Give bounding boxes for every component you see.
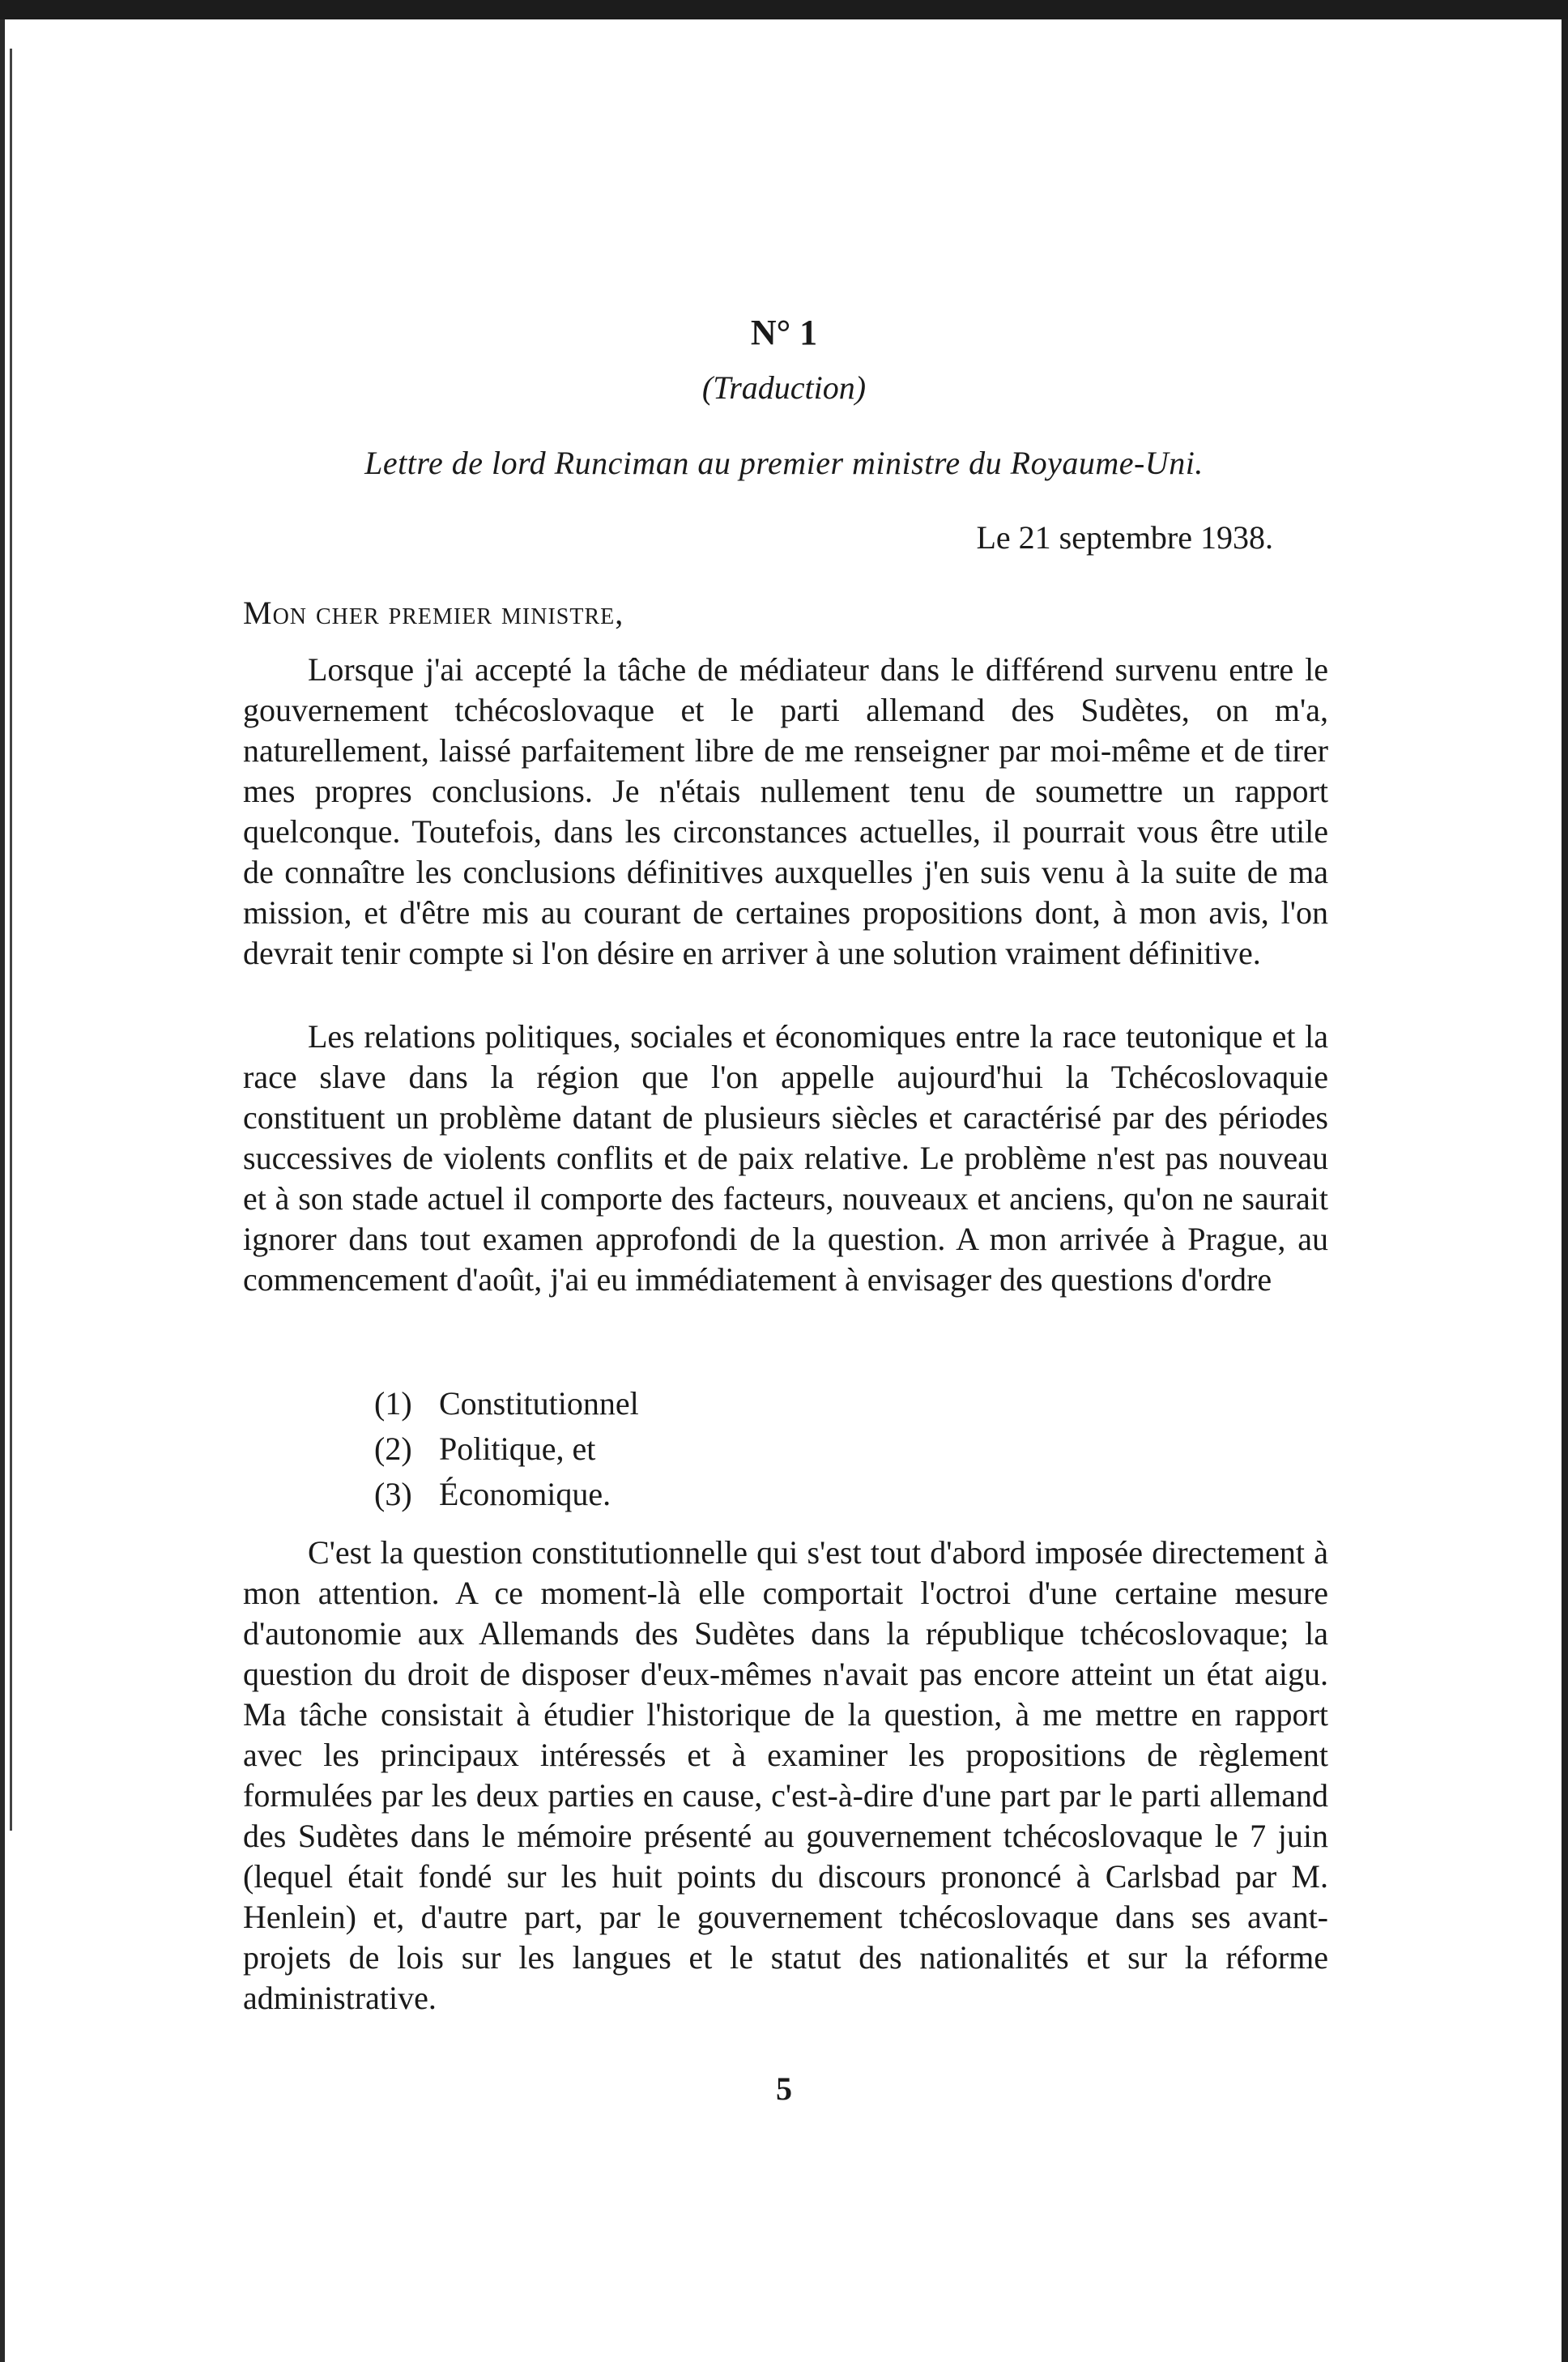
list-item-text: Politique, et <box>439 1430 596 1467</box>
list-item-number: (3) <box>374 1476 412 1512</box>
list-item <box>374 1426 639 1472</box>
salutation: Mon cher premier ministre, <box>243 595 624 631</box>
paragraph-text: Les relations politiques, sociales et économiques entre la race teutonique et la race slave dans la région que l'on appelle aujourd'hui la Tchécoslovaquie constituent un problème datant de plusieurs siècles et caractérisé par des périodes successives de violents conflits et de paix relative. Le problème n'est pas nouveau et à son stade actuel il comporte des facteurs, nouveaux et anciens, qu'on ne saurait ignorer dans tout examen approfondi de la question. A mon arrivée à Prague, au commencement d'août, j'ai eu immédiatement à envisager des questions d'ordre <box>243 1018 1328 1298</box>
paragraph-2 <box>243 1017 1328 1300</box>
letter-heading: Lettre de lord Runciman au premier ministre du Royaume-Uni. <box>364 445 1204 481</box>
paragraph-text: C'est la question constitutionnelle qui s'est tout d'abord imposée directement à mon attention. A ce moment-là elle comportait l'octroi d'une certaine mesure d'autonomie aux Allemands des Sudètes dans la république tchécoslovaque; la question du droit de disposer d'eux-mêmes n'avait pas encore atteint un état aigu. Ma tâche consistait à étudier l'historique de la question, à me mettre en rapport avec les principaux intéressés et à examiner les propositions de règlement formulées par les deux parties en cause, c'est-à-dire d'une part par le parti allemand des Sudètes dans le mémoire présenté au gouvernement tchécoslovaque le 7 juin (lequel était fondé sur les huit points du discours prononcé à Carlsbad par M. Henlein) et, d'autre part, par le gouvernement tchécoslovaque dans ses avant-projets de lois sur les langues et le statut des nationalités et sur la réforme administrative. <box>243 1534 1328 2016</box>
page-number: 5 <box>776 2070 792 2107</box>
translation-note: (Traduction) <box>701 369 867 406</box>
list-item-number: (1) <box>374 1385 412 1422</box>
list-item <box>374 1381 639 1426</box>
paragraph-1 <box>243 650 1328 974</box>
questions-list <box>374 1381 639 1517</box>
document-number: N° 1 <box>750 313 818 352</box>
scan-top-border <box>0 0 1568 19</box>
list-item-text: Économique. <box>439 1476 611 1512</box>
letter-date: Le 21 septembre 1938. <box>976 519 1273 556</box>
paragraph-3 <box>243 1533 1328 2019</box>
paragraph-text: Lorsque j'ai accepté la tâche de médiateur dans le différend survenu entre le gouvernement tchécoslovaque et le parti allemand des Sudètes, on m'a, naturellement, laissé parfaitement libre de me renseigner par moi-même et de tirer mes propres conclusions. Je n'étais nullement tenu de soumettre un rapport quelconque. Toutefois, dans les circonstances actuelles, il pourrait vous être utile de connaître les conclusions définitives auxquelles j'en suis venu à la suite de ma mission, et d'être mis au courant de certaines propositions dont, à mon avis, l'on devrait tenir compte si l'on désire en arriver à une solution vraiment définitive. <box>243 651 1328 971</box>
list-item <box>374 1472 639 1517</box>
list-item-number: (2) <box>374 1430 412 1467</box>
list-item-text: Constitutionnel <box>439 1385 639 1422</box>
